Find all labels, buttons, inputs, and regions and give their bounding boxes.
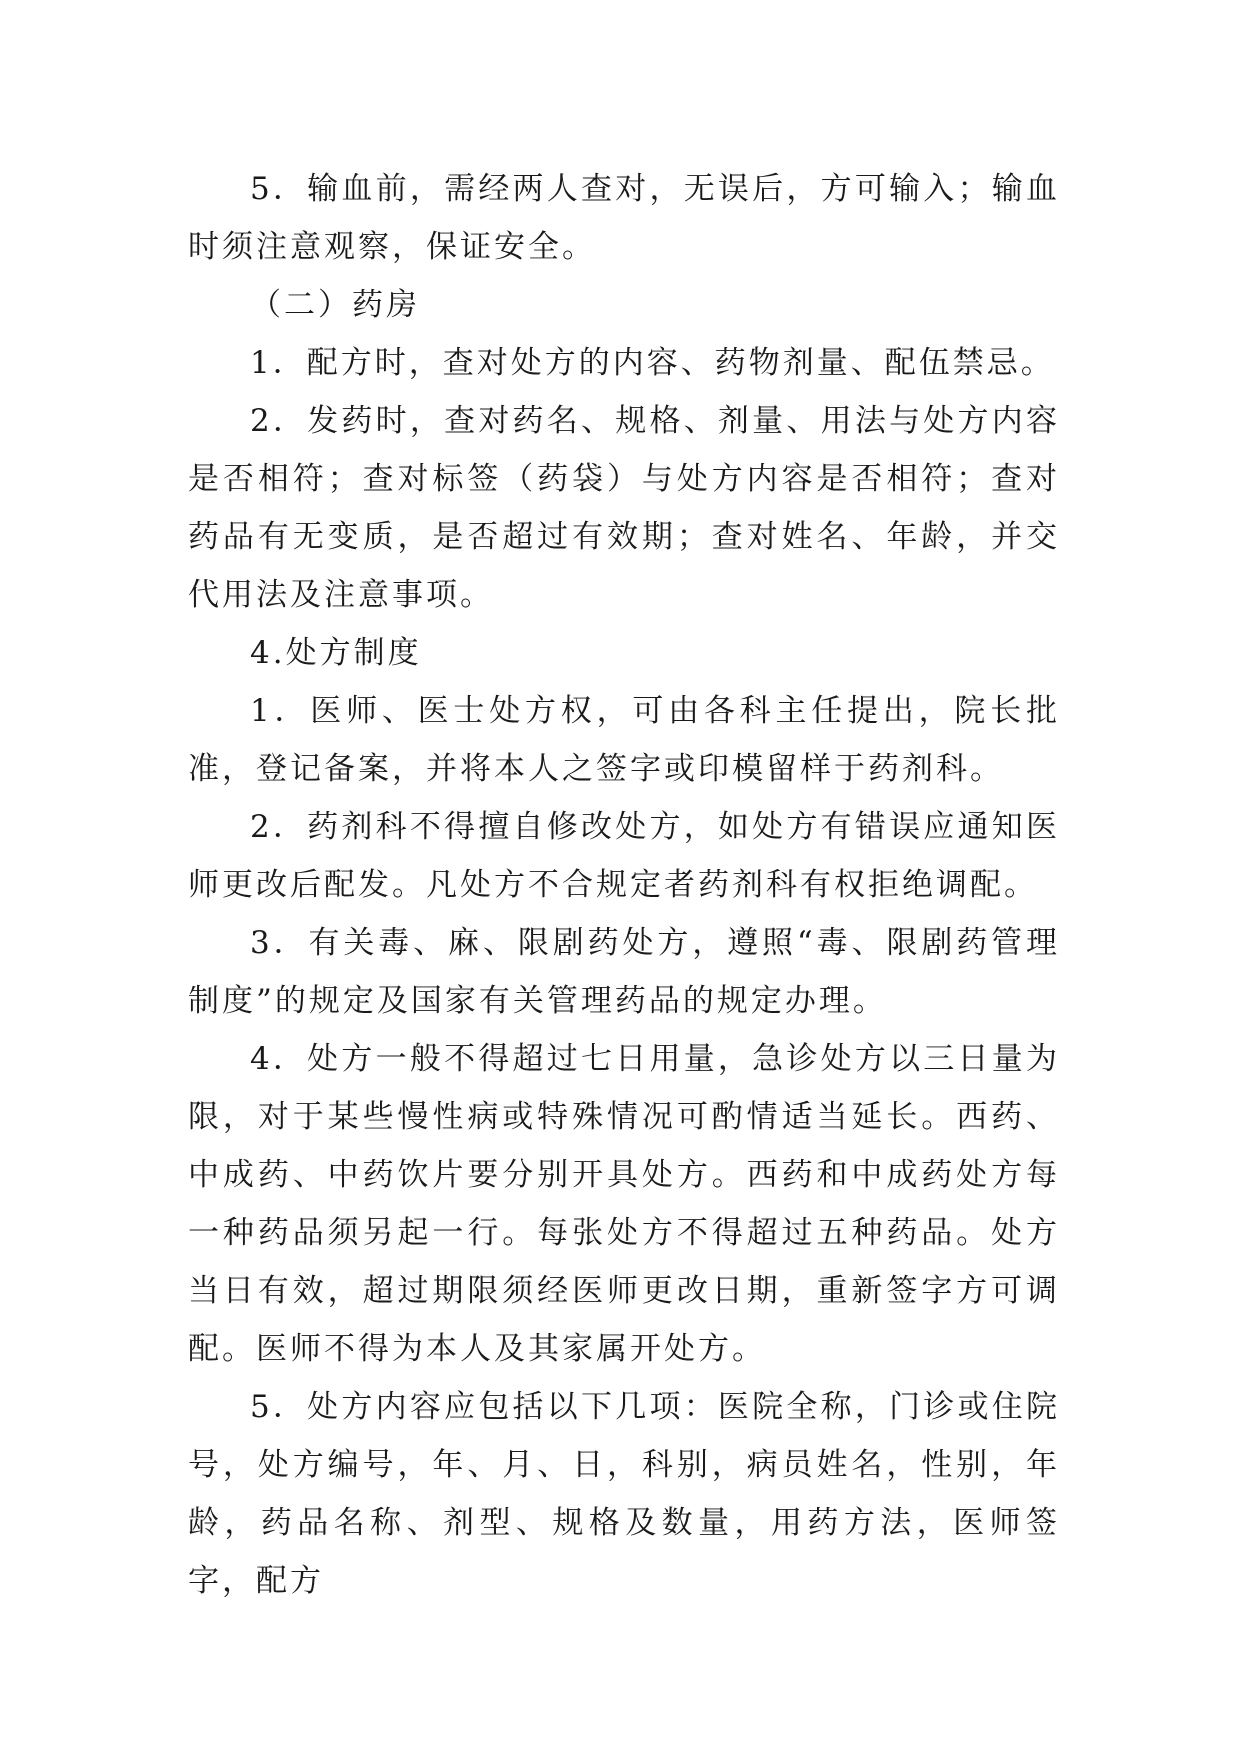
- paragraph-prescription-limits: 4．处方一般不得超过七日用量，急诊处方以三日量为限，对于某些慢性病或特殊情况可酌情适当延长。西药、中成药、中药饮片要分别开具处方。西药和中成药处方每一种药品须另起一行。每张处方不得超过五种药品。处方当日有效，超过期限须经医师更改日期，重新签字方可调配。医师不得为本人及其家属开处方。: [188, 1041, 1060, 1367]
- paragraph-prescription-contents: 5．处方内容应包括以下几项：医院全称，门诊或住院号，处方编号，年、月、日，科别，病员姓名，性别，年龄，药品名称、剂型、规格及数量，用药方法，医师签字，配方: [188, 1389, 1060, 1599]
- section-heading-pharmacy: （二）药房: [250, 287, 420, 323]
- paragraph-prescription-modification: 2．药剂科不得擅自修改处方，如处方有错误应通知医师更改后配发。凡处方不合规定者药剂科有权拒绝调配。: [188, 809, 1060, 903]
- section-heading-prescription-system: 4.处方制度: [250, 635, 422, 671]
- document-body: [188, 160, 1060, 1610]
- paragraph-issuing-check: 2．发药时，查对药名、规格、剂量、用法与处方内容是否相符；查对标签（药袋）与处方内容是否相符；查对药品有无变质，是否超过有效期；查对姓名、年龄，并交代用法及注意事项。: [188, 403, 1060, 613]
- paragraph-prescription-authority: 1．医师、医士处方权，可由各科主任提出，院长批准，登记备案，并将本人之签字或印模留样于药剂科。: [188, 693, 1060, 787]
- paragraph-controlled-drugs: 3．有关毒、麻、限剧药处方，遵照“毒、限剧药管理制度”的规定及国家有关管理药品的规定办理。: [188, 925, 1060, 1019]
- paragraph-transfusion-check: 5．输血前，需经两人查对，无误后，方可输入；输血时须注意观察，保证安全。: [188, 171, 1060, 265]
- paragraph-dispensing-check: 1．配方时，查对处方的内容、药物剂量、配伍禁忌。: [250, 345, 1055, 381]
